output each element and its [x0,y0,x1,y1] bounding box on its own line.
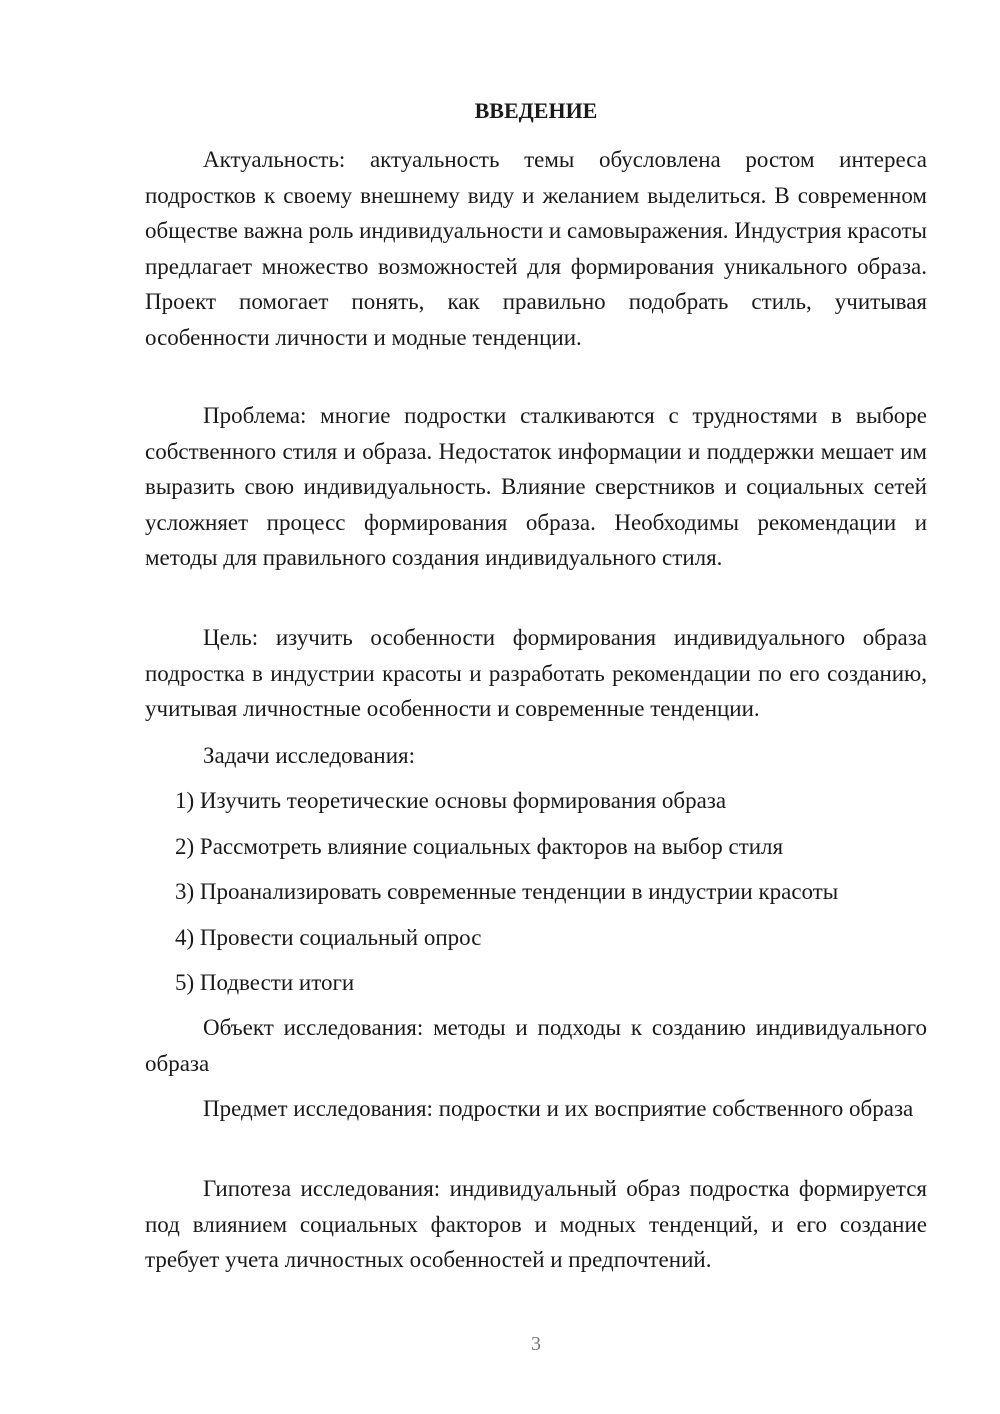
task-list [175,783,915,1011]
relevance-paragraph: Актуальность: актуальность темы обусловлена ростом интереса подростков к своему внешнему виду и желанием выделиться. В современном обществе важна роль индивидуальности и самовыражения. Индустрия красоты предлагает множество возможностей для формирования уникального образа. Проект помогает понять, как правильно подобрать стиль, учитывая особенности личности и модные тенденции. [145,147,927,350]
tasks-title: Задачи исследования: [203,743,416,768]
object-paragraph: Объект исследования: методы и подходы к созданию индивидуального образа [145,1015,927,1076]
list-item: 4) Провести социальный опрос [175,924,482,950]
subject-paragraph: Предмет исследования: подростки и их восприятие собственного образа [203,1096,914,1121]
goal-paragraph: Цель: изучить особенности формирования индивидуального образа подростка в индустрии красоты и разработать рекомендации по его созданию, учитывая личностные особенности и современные тенденции. [145,625,927,721]
hypothesis-paragraph: Гипотеза исследования: индивидуальный образ подростка формируется под влиянием социальных факторов и модных тенденций, и его создание требует учета личностных особенностей и предпочтений. [145,1176,927,1272]
list-item: 5) Подвести итоги [175,970,355,995]
problem-paragraph: Проблема: многие подростки сталкиваются с трудностями в выборе собственного стиля и образа. Недостаток информации и поддержки мешает им выразить свою индивидуальность. Влияние сверстников и социальных сетей усложняет процесс формирования образа. Необходимы рекомендации и методы для правильного создания индивидуального стиля. [145,403,927,570]
page-title: ВВЕДЕНИЕ [474,98,598,123]
list-item: 1) Изучить теоретические основы формирования образа [175,788,727,813]
list-item: 2) Рассмотреть влияние социальных факторов на выбор стиля [175,833,784,859]
list-item: 3) Проанализировать современные тенденции в индустрии красоты [175,879,839,904]
page-number: 3 [531,1333,541,1355]
